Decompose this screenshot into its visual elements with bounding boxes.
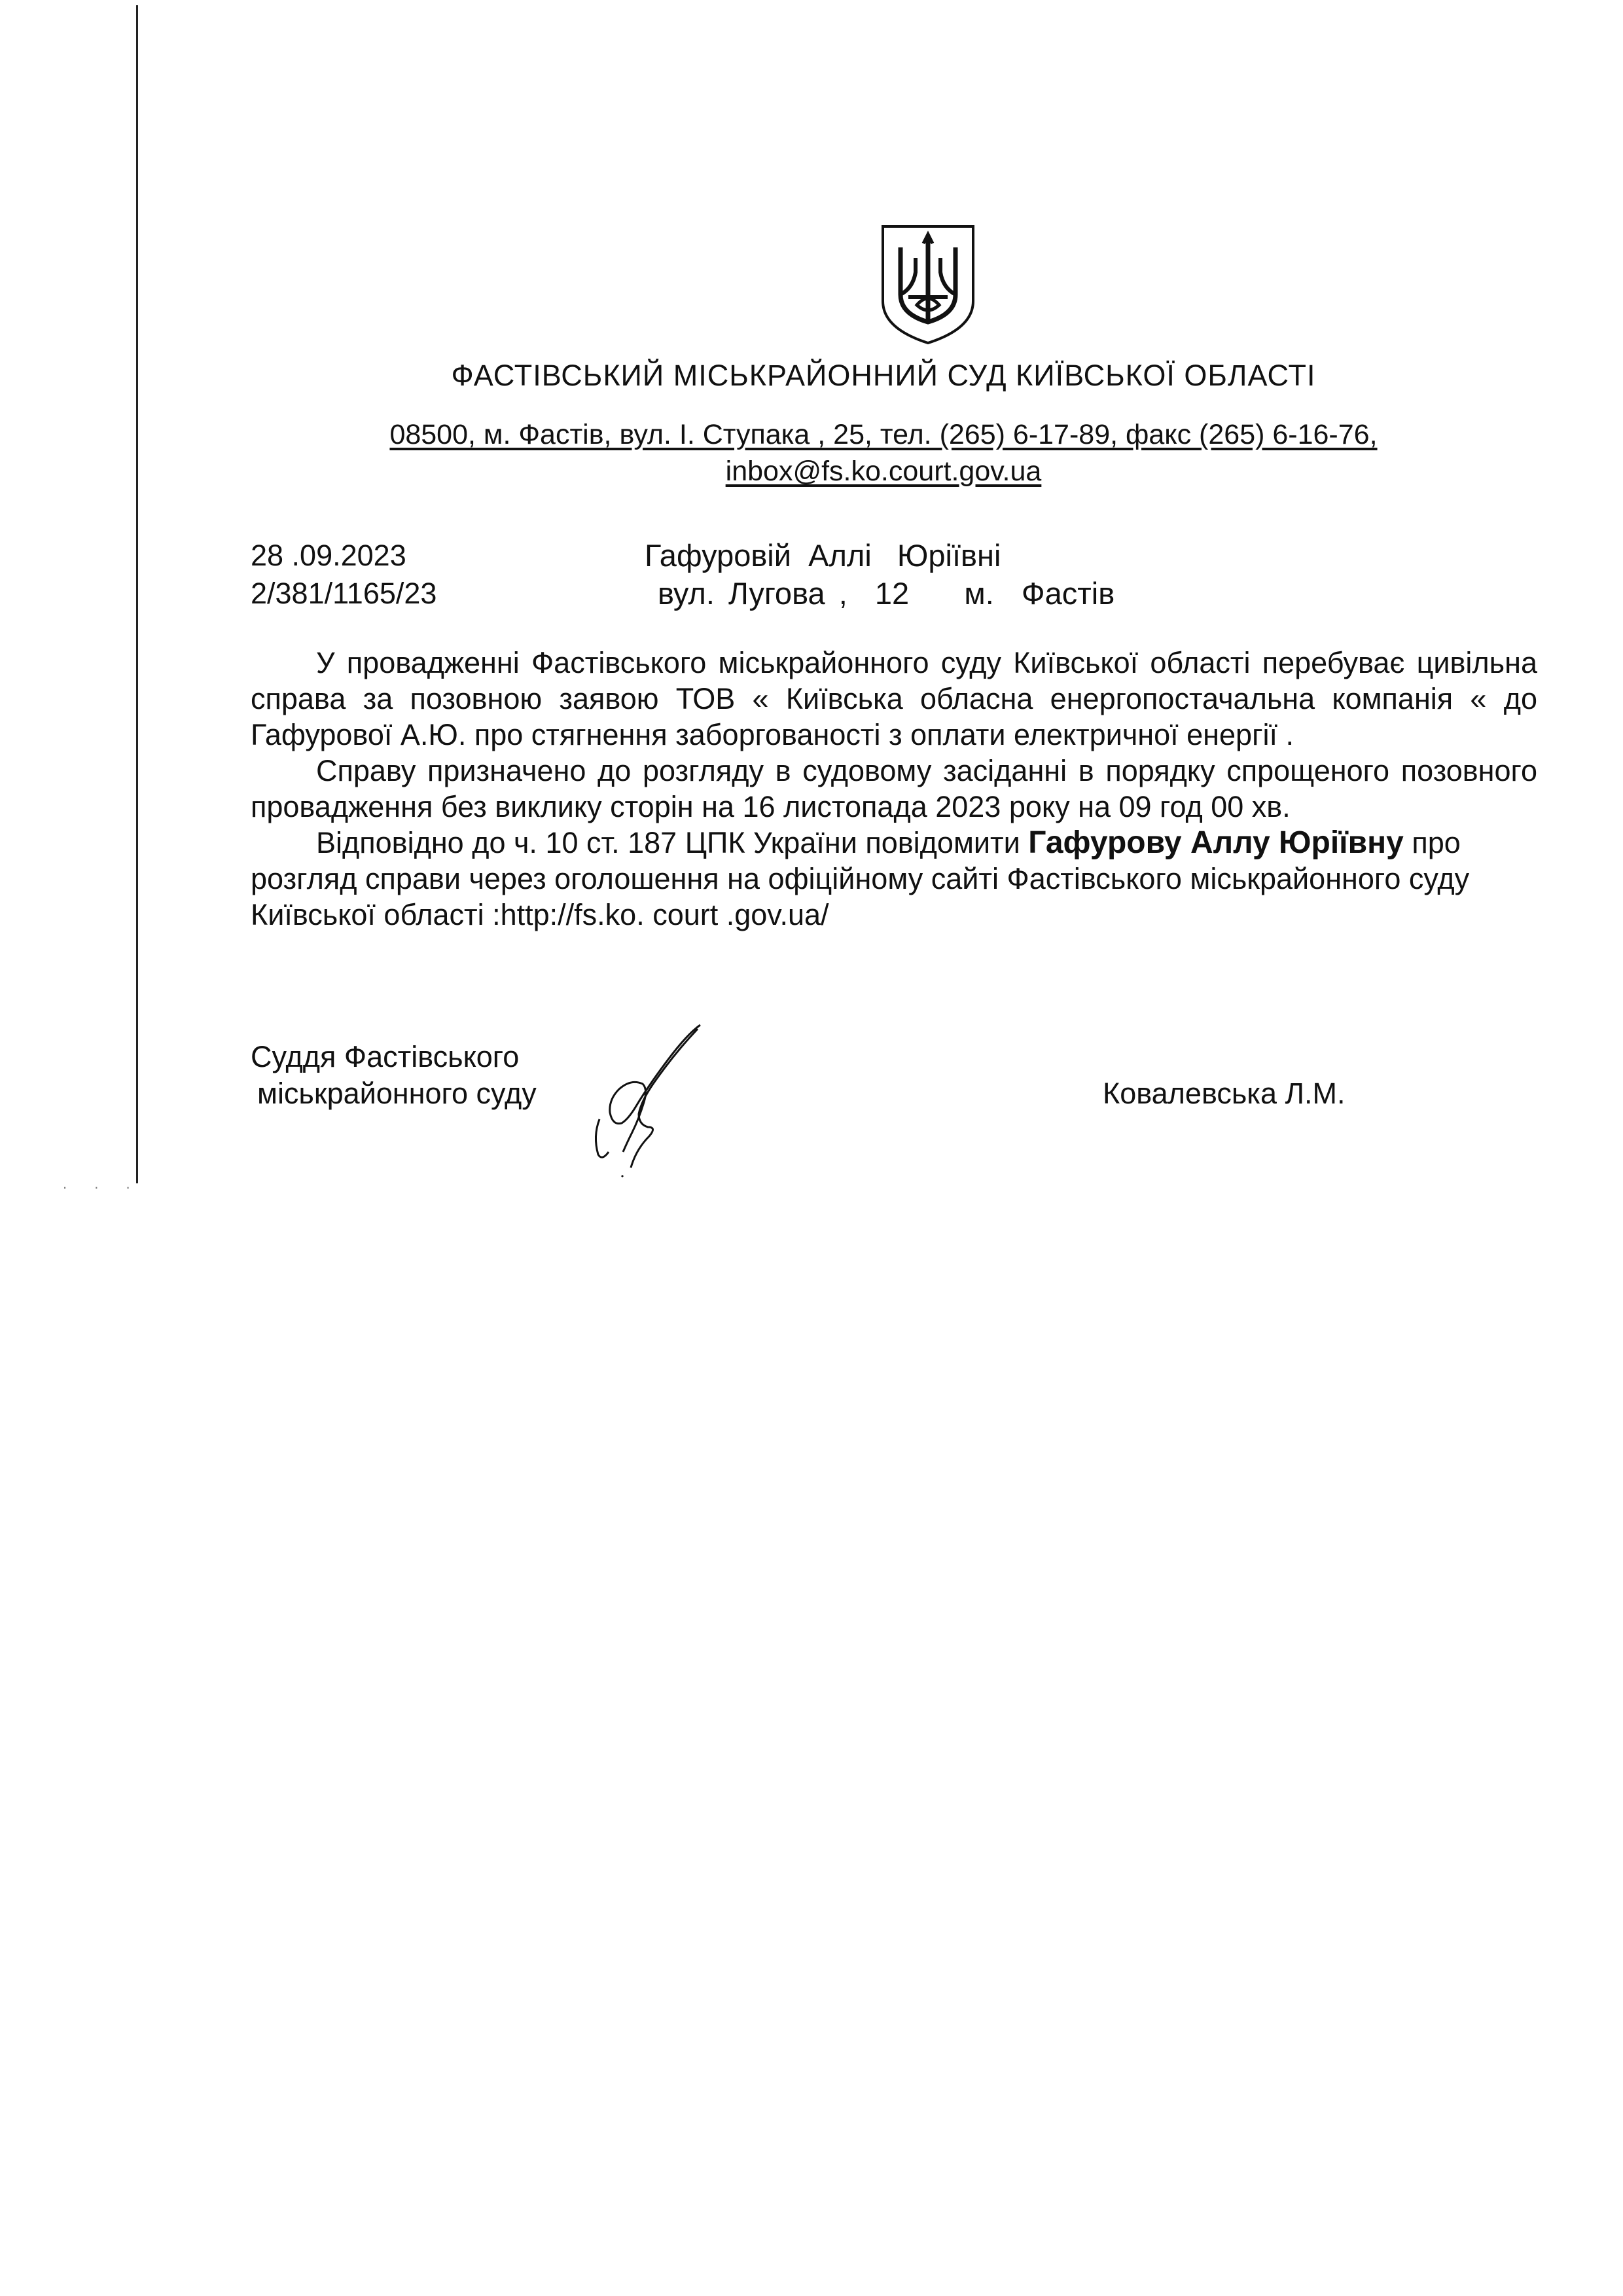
defendant-name: Гафурову Аллу Юріївну <box>1028 825 1404 860</box>
court-address <box>170 416 1597 490</box>
notice-body <box>251 645 1537 933</box>
paragraph-notification <box>251 825 1537 933</box>
document-meta <box>251 537 437 613</box>
court-name: ФАСТІВСЬКИЙ МІСЬКРАЙОННИЙ СУД КИЇВСЬКОЇ ОБЛАСТІ <box>451 359 1316 392</box>
scan-artifact-dots: . . . <box>63 1175 142 1192</box>
scan-edge-line <box>136 5 138 1183</box>
notification-prefix: Відповідно до ч. 10 ст. 187 ЦПК України повідомити <box>316 826 1029 859</box>
recipient-name: Гафуровій Аллі Юріївні <box>645 538 1001 573</box>
paragraph-hearing-schedule: Справу призначено до розгляду в судовому засіданні в порядку спрощеного позовного провадження без виклику сторін на 16 листопада 2023 року на 09 год 00 хв. <box>251 754 1537 823</box>
recipient-address: вул. Лугова , 12 м. Фастів <box>658 576 1115 611</box>
notification-suffix: про розгляд справи через оголошення на офіційному сайті Фастівського міськрайонного суду Київської області :http://fs.ko. court .gov.ua/ <box>251 826 1470 931</box>
handwritten-signature-icon <box>576 1021 707 1178</box>
document-date: 28 .09.2023 <box>251 539 406 572</box>
judge-title-line1: Суддя Фастівського <box>251 1040 520 1073</box>
judge-title-line2: міськрайонного суду <box>257 1077 537 1110</box>
case-number: 2/381/1165/23 <box>251 577 437 610</box>
judge-name: Ковалевська Л.М. <box>1103 1077 1346 1110</box>
paragraph-case-description: У провадженні Фастівського міськрайонного суду Київської області перебуває цивільна справа за позовною заявою ТОВ « Київська обласна енергопостачальна компанія « до Гафурової А.Ю. про стягнення заборгованості з оплати електричної енергії . <box>251 646 1537 751</box>
court-email: inbox@fs.ko.court.gov.ua <box>725 456 1042 487</box>
recipient-block <box>645 537 1115 613</box>
judge-title <box>251 1039 537 1112</box>
trident-coat-of-arms-icon <box>879 224 977 346</box>
court-address-line: 08500, м. Фастів, вул. І. Ступака , 25, тел. (265) 6-17-89, факс (265) 6-16-76, <box>389 419 1378 450</box>
